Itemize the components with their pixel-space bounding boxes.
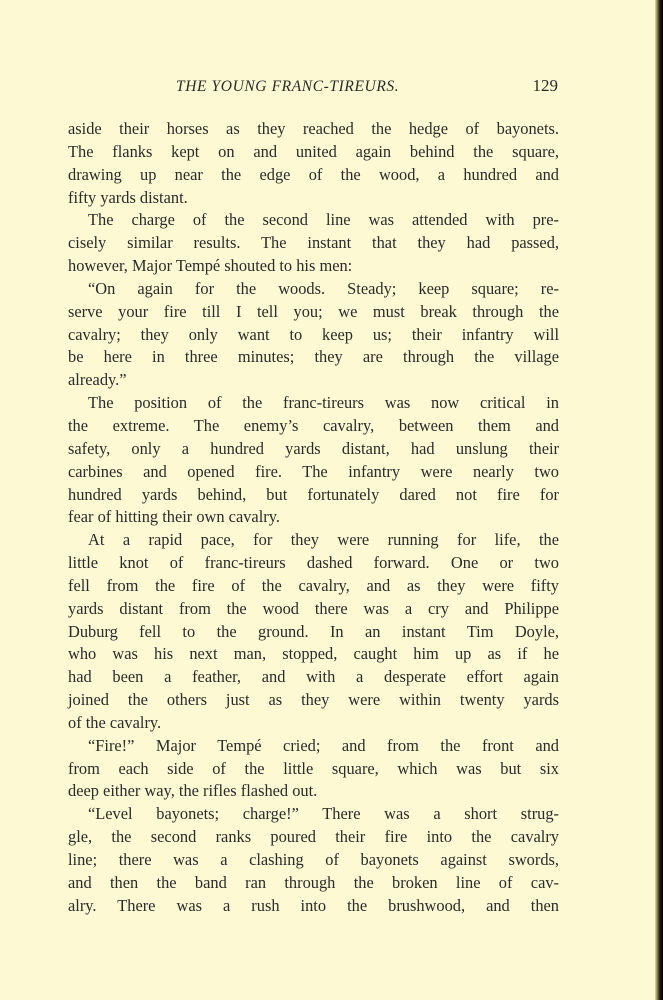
- text-line: alry. There was a rush into the brushwood, and then: [68, 895, 559, 915]
- text-line: “On again for the woods. Steady; keep square; re-: [88, 278, 559, 298]
- text-line: fifty yards distant.: [68, 187, 188, 207]
- text-line: The flanks kept on and united again behind the square,: [68, 141, 559, 161]
- text-line: drawing up near the edge of the wood, a hundred and: [68, 164, 559, 184]
- page-edge-shadow: [655, 0, 663, 1000]
- text-line: had been a feather, and with a desperate effort again: [68, 667, 559, 687]
- text-line: already.”: [68, 370, 127, 390]
- text-line: however, Major Tempé shouted to his men:: [68, 256, 353, 276]
- text-line: and then the band ran through the broken line of cav-: [68, 872, 559, 892]
- text-line: little knot of franc-tireurs dashed forward. One or two: [68, 553, 559, 573]
- text-line: serve your fire till I tell you; we must break through the: [68, 301, 559, 321]
- text-line: Duburg fell to the ground. In an instant Tim Doyle,: [68, 621, 559, 641]
- page-number: 129: [532, 76, 558, 95]
- text-line: yards distant from the wood there was a cry and Philippe: [68, 598, 559, 618]
- text-line: deep either way, the rifles flashed out.: [68, 781, 318, 801]
- text-line: gle, the second ranks poured their fire into the cavalry: [68, 827, 559, 847]
- text-line: of the cavalry.: [68, 712, 162, 732]
- text-line: line; there was a clashing of bayonets against swords,: [68, 850, 559, 869]
- text-line: “Level bayonets; charge!” There was a short strug-: [88, 804, 559, 824]
- text-line: cisely similar results. The instant that they had passed,: [68, 233, 559, 253]
- text-line: “Fire!” Major Tempé cried; and from the front and: [88, 735, 559, 755]
- running-header: [68, 74, 558, 104]
- running-title: THE YOUNG FRANC-TIREURS.: [176, 78, 400, 95]
- text-line: fell from the fire of the cavalry, and as they were fifty: [68, 575, 559, 595]
- text-line: safety, only a hundred yards distant, had unslung their: [68, 438, 559, 458]
- text-line: hundred yards behind, but fortunately dared not fire for: [68, 484, 559, 504]
- text-line: aside their horses as they reached the hedge of bayonets.: [68, 119, 559, 138]
- text-line: from each side of the little square, which was but six: [68, 758, 559, 778]
- text-line: The position of the franc-tireurs was now critical in: [88, 393, 559, 413]
- text-line: carbines and opened fire. The infantry were nearly two: [68, 461, 559, 481]
- text-line: who was his next man, stopped, caught him up as if he: [68, 644, 559, 664]
- text-line: At a rapid pace, for they were running for life, the: [88, 530, 559, 550]
- text-line: The charge of the second line was attended with pre-: [88, 210, 559, 230]
- text-line: cavalry; they only want to keep us; their infantry will: [68, 324, 559, 344]
- body-text: [68, 118, 559, 918]
- text-line: joined the others just as they were within twenty yards: [68, 690, 559, 710]
- text-line: fear of hitting their own cavalry.: [68, 507, 280, 527]
- text-line: be here in three minutes; they are through the village: [68, 347, 559, 367]
- text-line: the extreme. The enemy’s cavalry, between them and: [68, 415, 559, 435]
